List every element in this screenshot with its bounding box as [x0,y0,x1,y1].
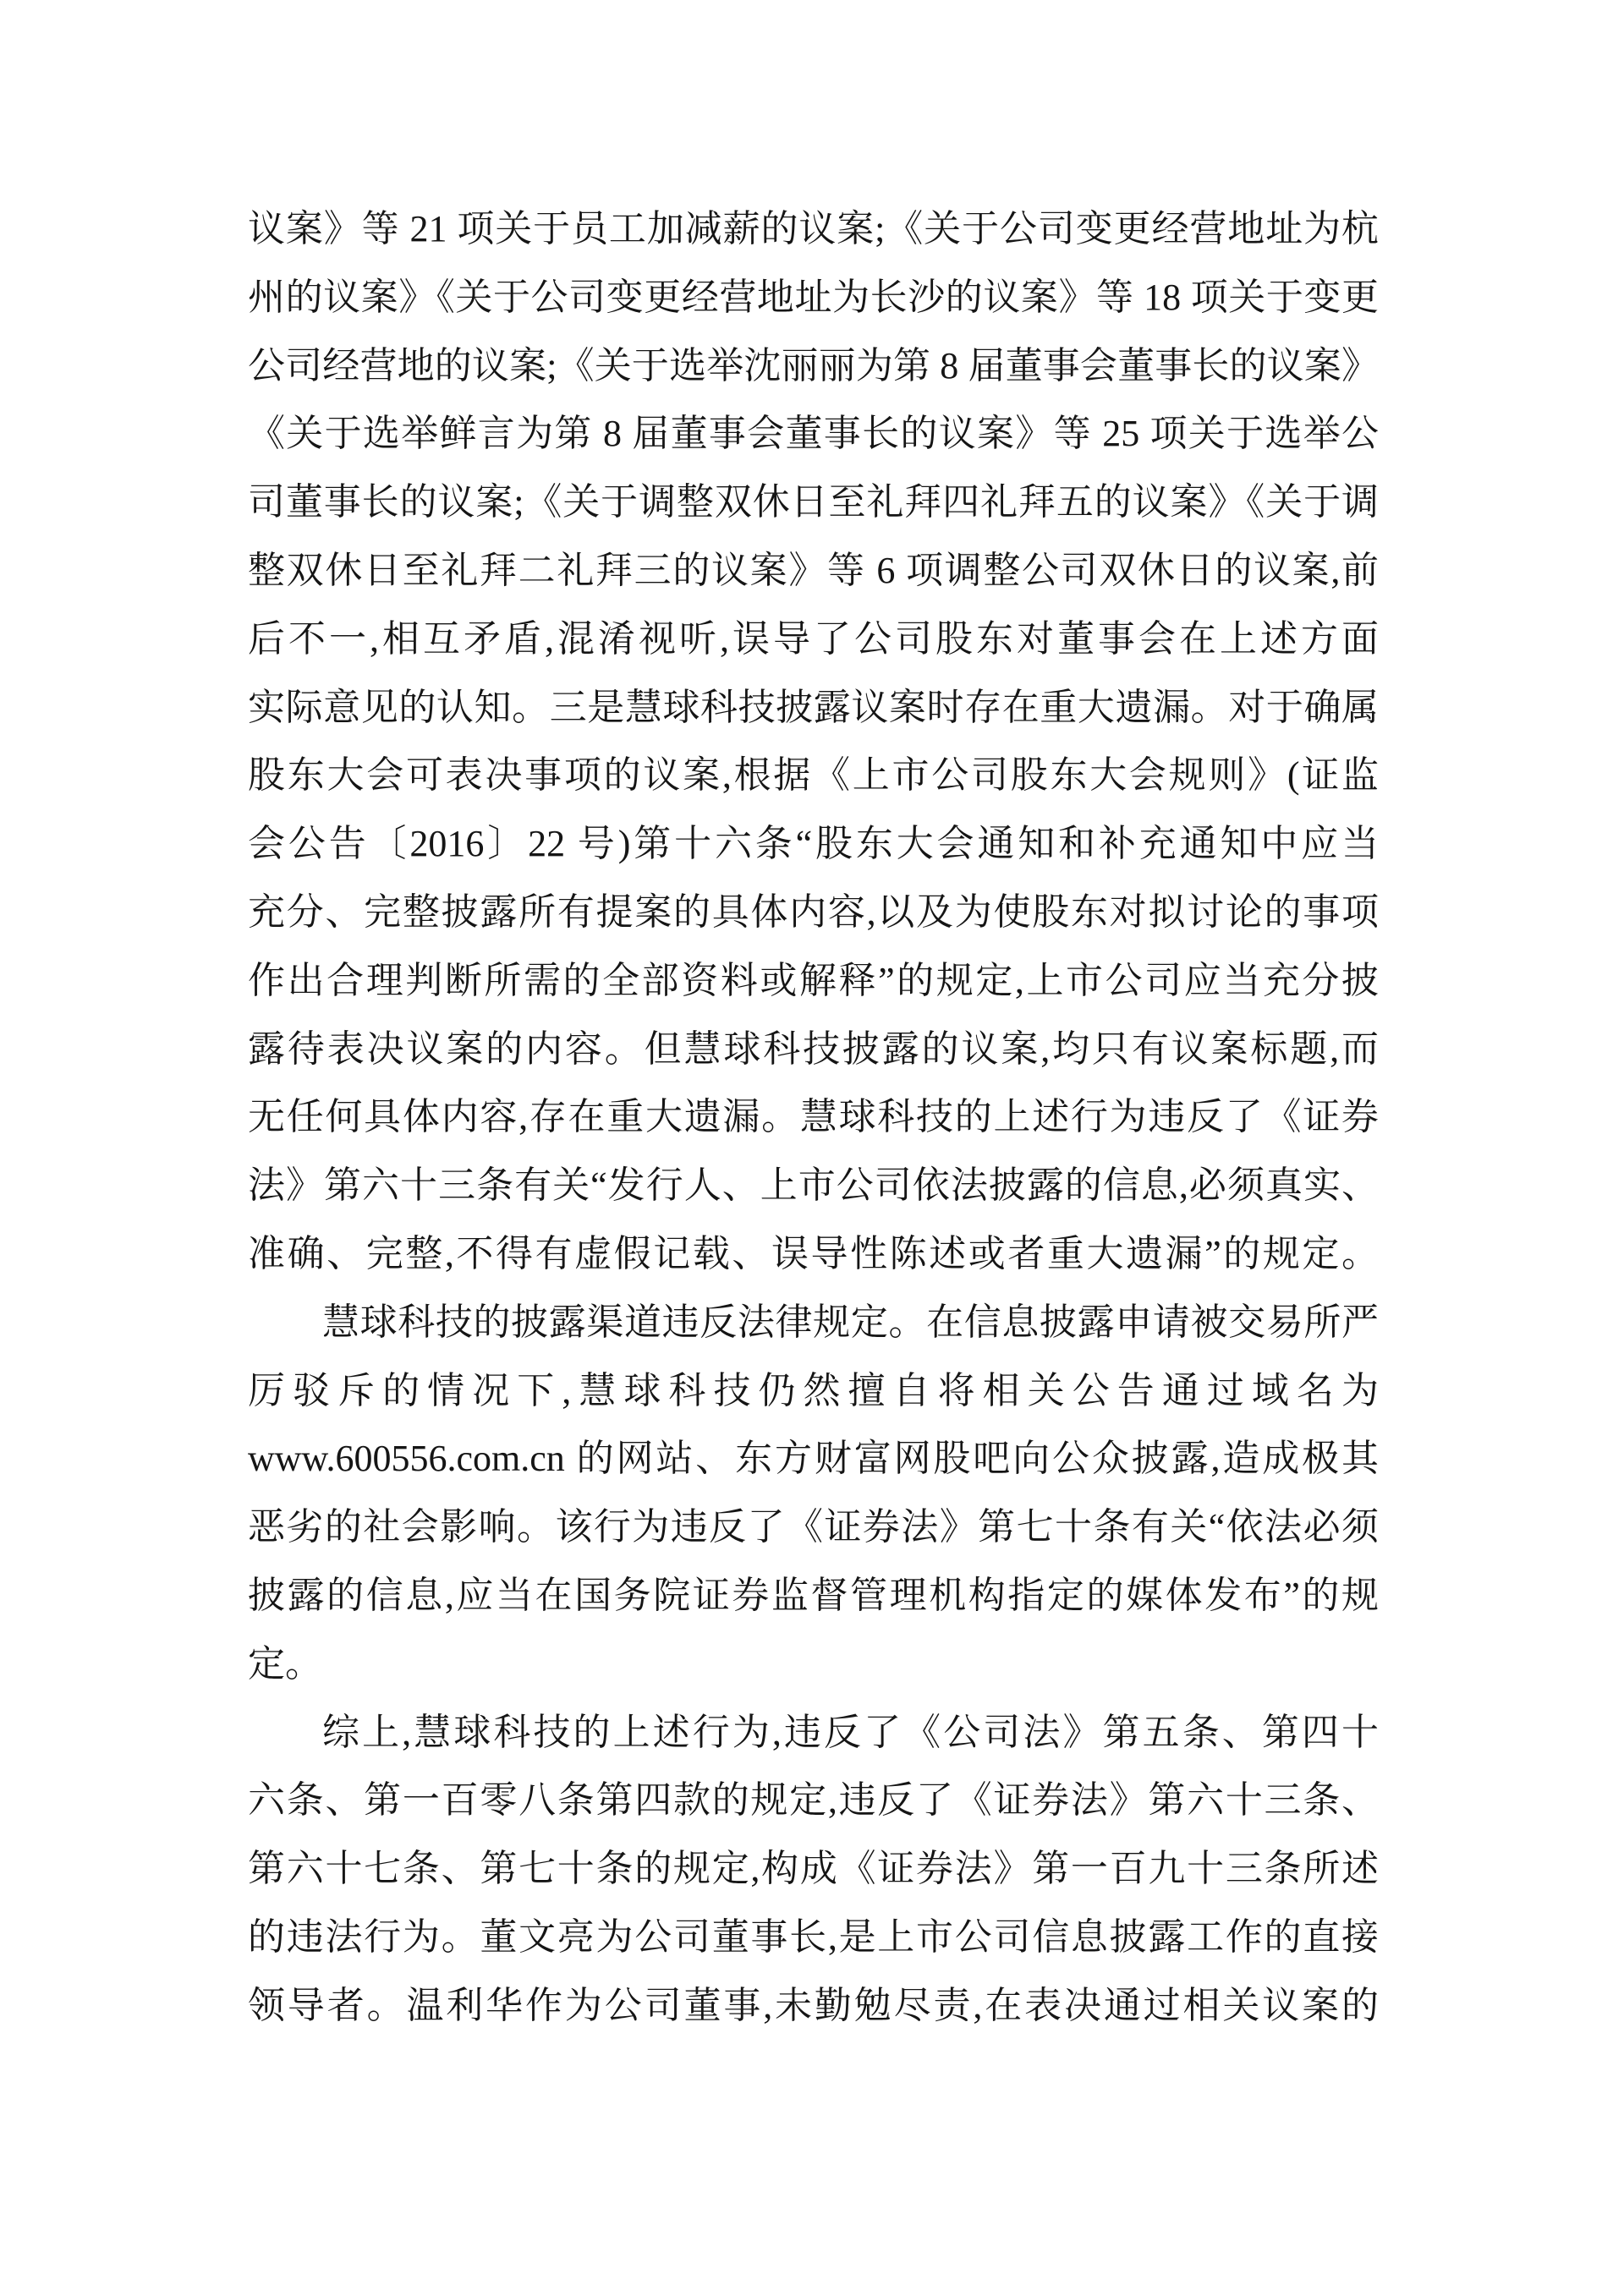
text-line: 州的议案》《关于公司变更经营地址为长沙的议案》等 18 项关于变更 [248,276,1379,318]
text-line: 准确、完整,不得有虚假记载、误导性陈述或者重大遗漏”的规定。 [248,1232,1379,1274]
text-line: 露待表决议案的内容。但慧球科技披露的议案,均只有议案标题,而 [248,1027,1379,1070]
text-line: 公司经营地的议案;《关于选举沈丽丽为第 8 届董事会董事长的议案》 [248,344,1379,386]
text-line: 法》第六十三条有关“发行人、上市公司依法披露的信息,必须真实、 [248,1164,1379,1207]
text-line: 慧球科技的披露渠道违反法律规定。在信息披露申请被交易所严 [322,1301,1379,1343]
text-line: 领导者。温利华作为公司董事,未勤勉尽责,在表决通过相关议案的 [248,1984,1379,2026]
text-line: www.600556.com.cn 的网站、东方财富网股吧向公众披露,造成极其 [248,1438,1379,1480]
text-line: 作出合理判断所需的全部资料或解释”的规定,上市公司应当充分披 [248,959,1379,1001]
text-line: 定。 [248,1642,322,1685]
text-line: 实际意见的认知。三是慧球科技披露议案时存在重大遗漏。对于确属 [248,686,1379,728]
document-body-text [248,195,1379,2041]
text-line: 恶劣的社会影响。该行为违反了《证券法》第七十条有关“依法必须 [248,1506,1379,1548]
text-line: 整双休日至礼拜二礼拜三的议案》等 6 项调整公司双休日的议案,前 [248,549,1379,591]
text-line: 后不一,相互矛盾,混淆视听,误导了公司股东对董事会在上述方面 [248,617,1379,660]
text-line: 的违法行为。董文亮为公司董事长,是上市公司信息披露工作的直接 [248,1915,1379,1958]
text-line: 第六十七条、第七十条的规定,构成《证券法》第一百九十三条所述 [248,1848,1379,1890]
text-line: 披露的信息,应当在国务院证券监督管理机构指定的媒体发布”的规 [248,1574,1379,1616]
text-line: 充分、完整披露所有提案的具体内容,以及为使股东对拟讨论的事项 [248,890,1379,933]
text-line: 会公告〔2016〕22 号)第十六条“股东大会通知和补充通知中应当 [248,823,1379,865]
text-line: 股东大会可表决事项的议案,根据《上市公司股东大会规则》(证监 [248,754,1379,797]
text-line: 议案》等 21 项关于员工加减薪的议案;《关于公司变更经营地址为杭 [248,208,1379,249]
text-line: 厉驳斥的情况下,慧球科技仍然擅自将相关公告通过域名为 [248,1369,1379,1411]
text-line: 六条、第一百零八条第四款的规定,违反了《证券法》第六十三条、 [248,1779,1379,1822]
text-line: 司董事长的议案;《关于调整双休日至礼拜四礼拜五的议案》《关于调 [248,481,1379,523]
text-line: 无任何具体内容,存在重大遗漏。慧球科技的上述行为违反了《证券 [248,1096,1379,1138]
text-line: 综上,慧球科技的上述行为,违反了《公司法》第五条、第四十 [322,1711,1379,1753]
text-line: 《关于选举鲜言为第 8 届董事会董事长的议案》等 25 项关于选举公 [248,413,1379,455]
